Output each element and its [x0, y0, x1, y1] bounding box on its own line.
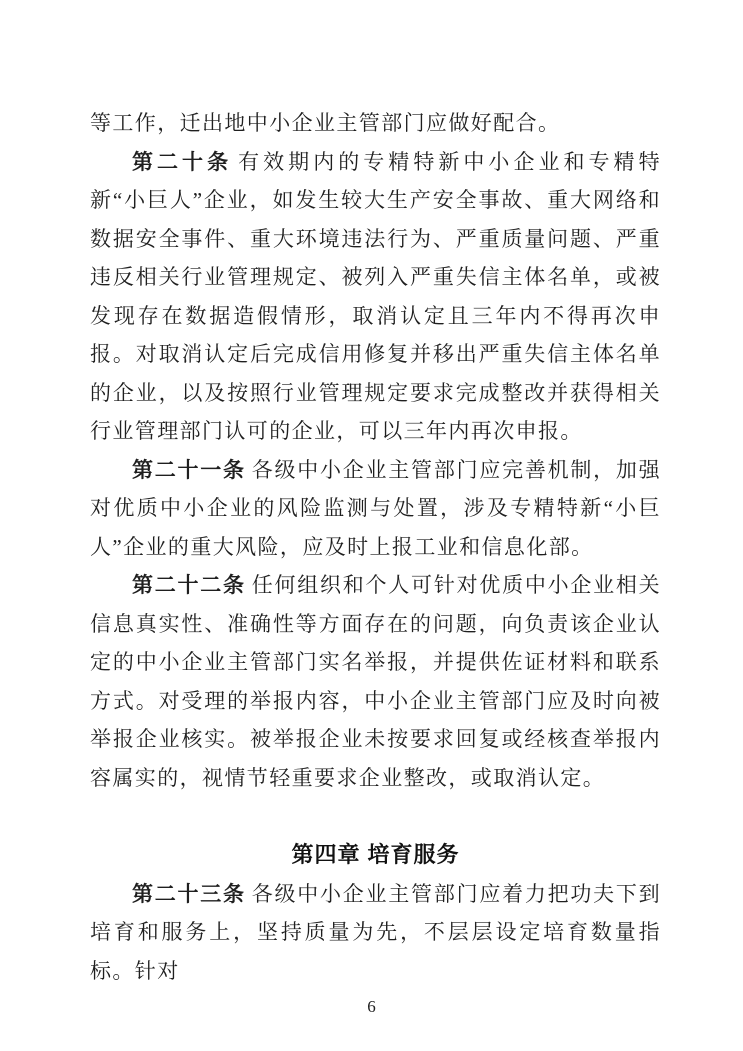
document-body: [90, 104, 661, 990]
paragraph: 第二十一条 各级中小企业主管部门应完善机制，加强对优质中小企业的风险监测与处置，涉及专精特新“小巨人”企业的重大风险，应及时上报工业和信息化部。: [90, 457, 662, 559]
paragraph: 等工作，迁出地中小企业主管部门应做好配合。: [90, 111, 561, 135]
article-number: 第二十二条: [132, 573, 246, 597]
chapter-heading: 第四章 培育服务: [291, 842, 460, 867]
paragraph: 第二十二条 任何组织和个人可针对优质中小企业相关信息真实性、准确性等方面存在的问题，向负责该企业认定的中小企业主管部门实名举报，并提供佐证材料和联系方式。对受理的举报内容，中小企业主管部门应及时向被举报企业核实。被举报企业未按要求回复或经核查举报内容属实的，视情节轻重要求企业整改，或取消认定。: [90, 573, 662, 790]
paragraph: 第二十三条 各级中小企业主管部门应着力把功夫下到培育和服务上，坚持质量为先，不层层设定培育数量指标。针对: [90, 881, 662, 983]
article-number: 第二十三条: [132, 881, 246, 906]
article-number: 第二十一条: [132, 457, 246, 482]
article-number: 第二十条: [132, 149, 233, 174]
page-number: 6: [367, 997, 376, 1016]
paragraph: 第二十条 有效期内的专精特新中小企业和专精特新“小巨人”企业，如发生较大生产安全事故、重大网络和数据安全事件、重大环境违法行为、严重质量问题、严重违反相关行业管理规定、被列入严重失信主体名单，或被发现存在数据造假情形，取消认定且三年内不得再次申报。对取消认定后完成信用修复并移出严重失信主体名单的企业，以及按照行业管理规定要求完成整改并获得相关行业管理部门认可的企业，可以三年内再次申报。: [90, 149, 661, 443]
